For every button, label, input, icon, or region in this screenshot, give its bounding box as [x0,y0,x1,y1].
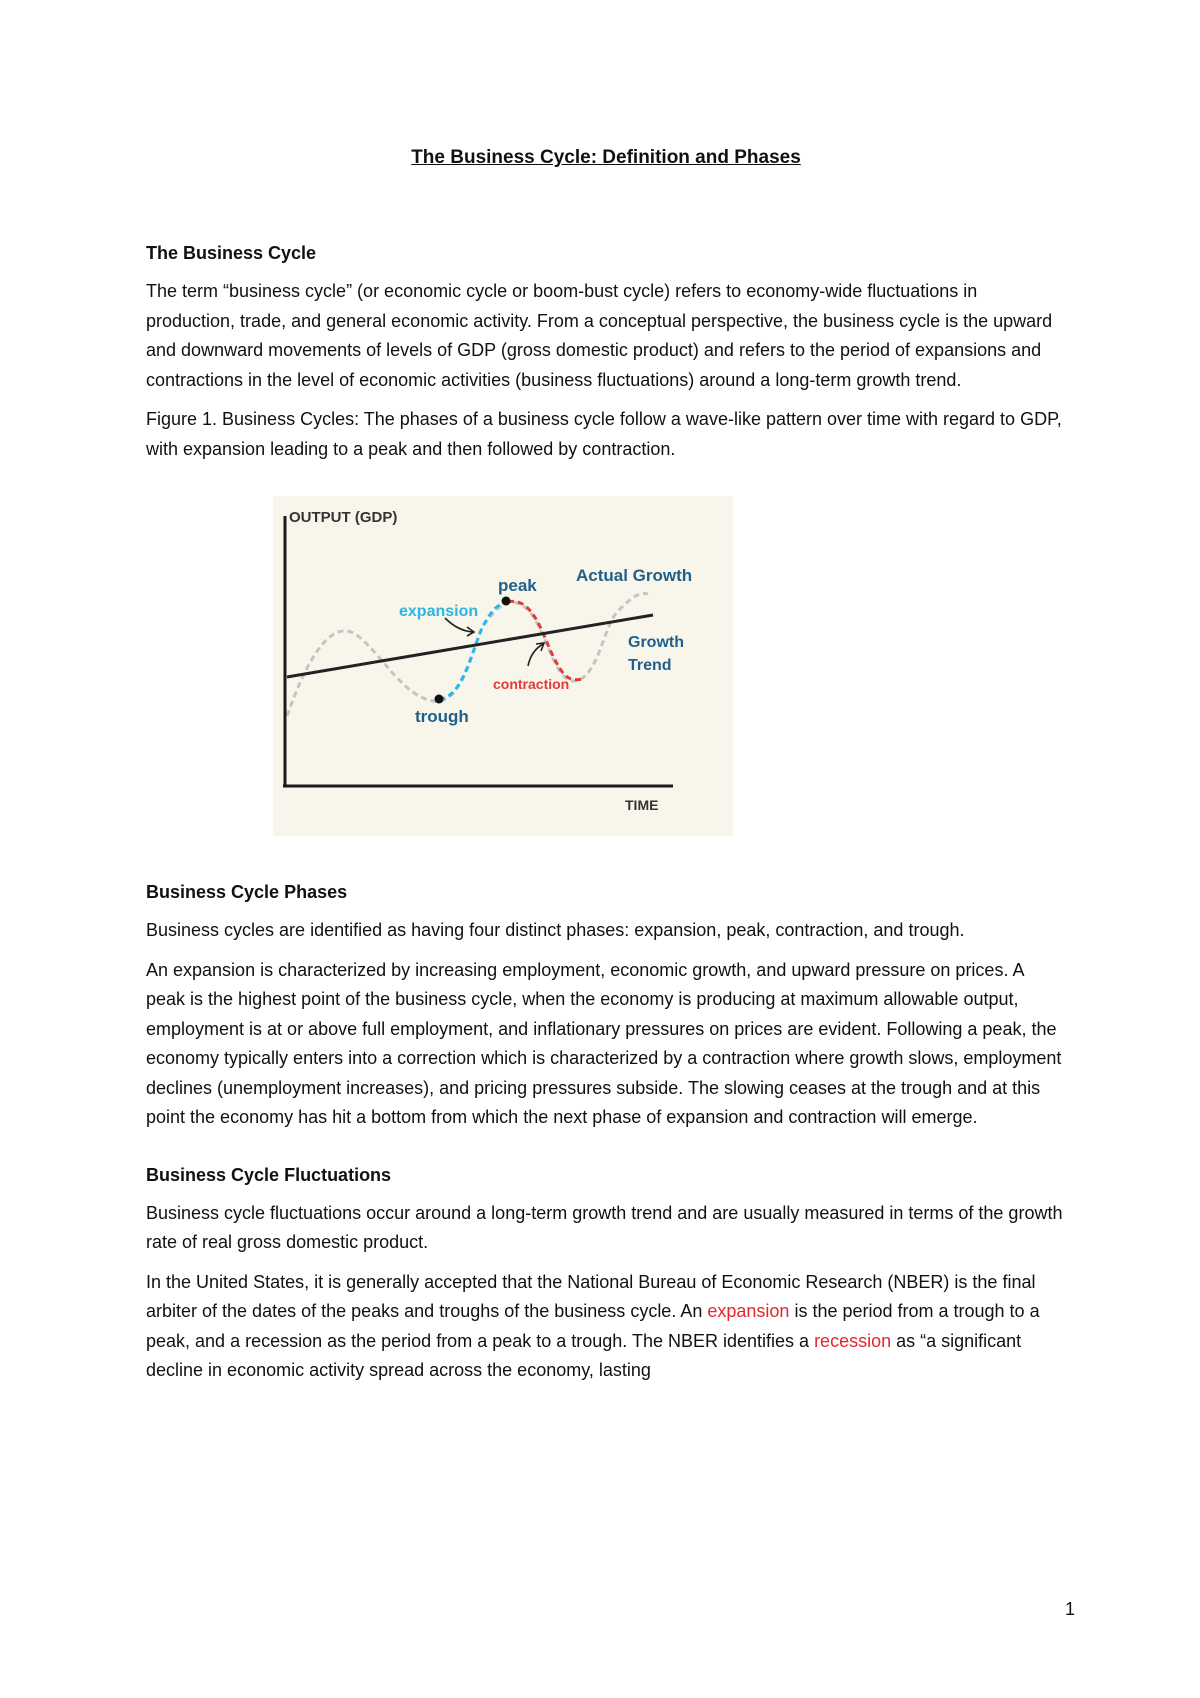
paragraph-business-cycle-definition: The term “business cycle” (or economic cycle or boom-bust cycle) refers to economy-wide fluctuations in production, trade, and general economic activity. From a conceptual perspective, the business cycle is the upward and downward movements of levels of GDP (gross domestic product) and refers to the period of expansions and contractions in the level of economic activities (business fluctuations) around a long-term growth trend. [146,281,1053,390]
expansion-label: expansion [399,603,479,620]
business-cycle-figure [273,496,733,836]
expansion-arrow [445,618,473,632]
heading-business-cycle: The Business Cycle [146,243,317,263]
document-title: The Business Cycle: Definition and Phases [411,147,801,168]
paragraph-phases-detail: An expansion is characterized by increasing employment, economic growth, and upward pressure on prices. A peak is the highest point of the business cycle, when the economy is producing at maximum allowable output, employment is at or above full employment, and inflationary pressures on prices are evident. Following a peak, the economy typically enters into a correction which is characterized by a contraction where growth slows, employment declines (unemployment increases), and pricing pressures subside. The slowing ceases at the trough and at this point the economy has hit a bottom from which the next phase of expansion and contraction will emerge. [146,959,1062,1127]
expansion-highlight: expansion [707,1301,790,1321]
peak-point [502,597,511,606]
recession-highlight: recession [814,1330,892,1351]
actual-growth-label: Actual Growth [576,566,693,585]
paragraph-nber [146,1268,1066,1386]
growth-trend-label-line1: Growth [628,634,684,651]
contraction-arrow [528,644,543,666]
paragraph-fluctuations-intro: Business cycle fluctuations occur around a long-term growth trend and are usually measured in terms of the growth rate of real gross domestic product. [146,1202,1063,1252]
nber-text-part2: is the period from a trough to a peak, and a recession as the period from a peak to a trough. The NBER identifies a [146,1301,1040,1351]
contraction-arrowhead [536,643,544,651]
trough-point [435,695,444,704]
heading-business-cycle-fluctuations: Business Cycle Fluctuations [146,1164,392,1185]
peak-label: peak [498,576,537,595]
figure-caption: Figure 1. Business Cycles: The phases of a business cycle follow a wave-like pattern over time with regard to GDP, with expansion leading to a peak and then followed by contraction. [146,409,1062,459]
growth-trend-line [287,615,653,677]
page-number: 1 [1064,1599,1075,1619]
trough-label: trough [415,707,469,726]
business-cycle-diagram [273,496,733,836]
heading-business-cycle-phases: Business Cycle Phases [146,882,348,902]
nber-text-part3: as “a significant decline in economic activity spread across the economy, lasting [146,1330,1022,1380]
y-axis-label: OUTPUT (GDP) [289,509,398,526]
x-axis-label: TIME [625,797,659,813]
growth-trend-label-line2: Trend [628,657,672,674]
paragraph-phases-intro: Business cycles are identified as having four distinct phases: expansion, peak, contraction, and trough. [146,920,965,940]
nber-text-part1: In the United States, it is generally accepted that the National Bureau of Economic Research (NBER) is the final arbiter of the dates of the peaks and troughs of the business cycle. An [146,1271,1036,1321]
document-body [146,145,1066,1396]
contraction-label: contraction [493,676,570,692]
